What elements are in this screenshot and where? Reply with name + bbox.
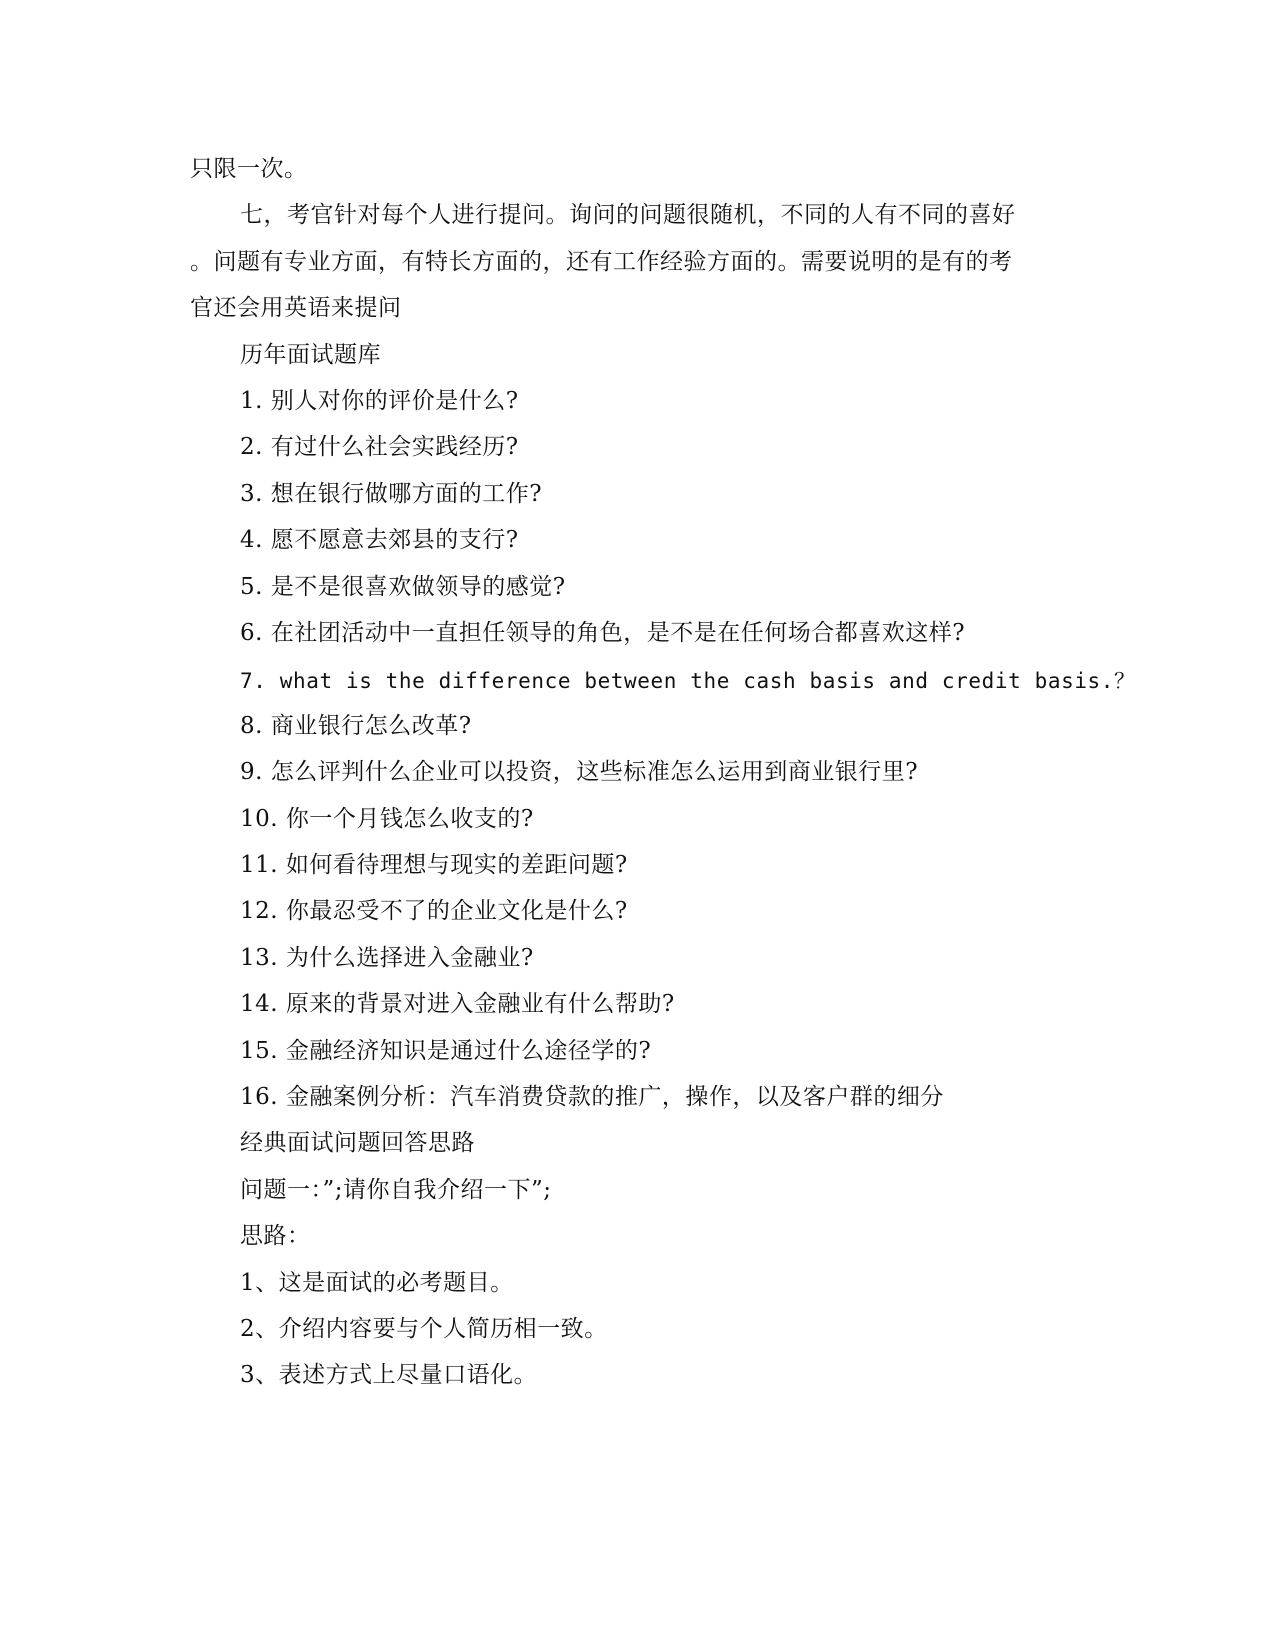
list-item: 16. 金融案例分析：汽车消费贷款的推广，操作，以及客户群的细分 [240,1084,944,1110]
paragraph-line: 官还会用英语来提问 [190,295,402,321]
list-item: 6. 在社团活动中一直担任领导的角色，是不是在任何场合都喜欢这样? [240,620,966,646]
list-item: 4. 愿不愿意去郊县的支行? [240,527,519,553]
list-item: 3、表述方式上尽量口语化。 [240,1362,538,1388]
paragraph-line: 七，考官针对每个人进行提问。询问的问题很随机，不同的人有不同的喜好 [240,202,1016,228]
list-item: 8. 商业银行怎么改革? [240,713,472,739]
list-item: 2、介绍内容要与个人简历相一致。 [240,1316,608,1342]
list-item: 14. 原来的背景对进入金融业有什么帮助? [240,991,675,1017]
list-item: 3. 想在银行做哪方面的工作? [240,481,543,507]
paragraph-line: 只限一次。 [190,156,308,182]
question-line: 问题一：”;请你自我介绍一下”; [240,1177,552,1203]
list-item: 12. 你最忍受不了的企业文化是什么? [240,898,628,924]
list-item: 7. what is the difference between the cash basis and credit basis.？ [240,669,1136,693]
list-item: 10. 你一个月钱怎么收支的? [240,806,534,832]
paragraph-line: 。问题有专业方面，有特长方面的，还有工作经验方面的。需要说明的是有的考 [190,249,1013,275]
list-item: 13. 为什么选择进入金融业? [240,945,534,971]
thinking-label: 思路： [240,1223,311,1249]
section-heading: 历年面试题库 [240,342,381,368]
list-item: 15. 金融经济知识是通过什么途径学的? [240,1038,652,1064]
list-item: 5. 是不是很喜欢做领导的感觉? [240,574,566,600]
list-item: 9. 怎么评判什么企业可以投资，这些标准怎么运用到商业银行里? [240,759,919,785]
list-item: 11. 如何看待理想与现实的差距问题? [240,852,628,878]
list-item: 2. 有过什么社会实践经历? [240,434,519,460]
list-item: 1. 别人对你的评价是什么? [240,388,519,414]
list-item: 1、这是面试的必考题目。 [240,1270,514,1296]
section-heading: 经典面试问题回答思路 [240,1130,475,1156]
